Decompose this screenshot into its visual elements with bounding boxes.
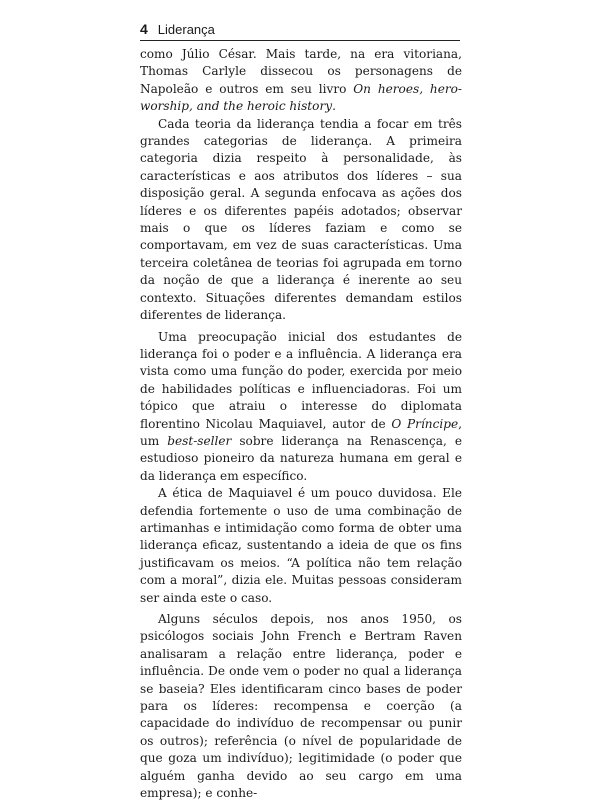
page-header (140, 18, 460, 41)
paragraph (140, 116, 462, 325)
paragraph (140, 46, 462, 116)
text-run: Alguns séculos depois, nos anos 1950, os psicólogos sociais John French e Bertram Raven analisaram a relação entre liderança, poder e influência. De onde vem o poder no qual a liderança se baseia? Eles identificaram cinco bases de poder para os líderes: recompensa e coerção (a capacidade do indivíduo de recompensar ou punir os outros); referência (o nível de popularidade de que goza um indivíduo); legitimidade (o poder que alguém ganha devido ao seu cargo em uma empresa); e conhe- (140, 612, 462, 801)
italic-text: best-seller (167, 433, 232, 448)
paragraph (140, 329, 462, 486)
running-title: Liderança (157, 21, 215, 37)
text-run: Uma preocupação inicial dos estudantes de liderança foi o poder e a influência. A liderança era vista como uma função do poder, exercida por meio de habilidades políticas e influenciadoras. Foi um tópico que atraiu o interesse do diplomata florentino Nicolau Maquiavel, autor de (140, 329, 462, 431)
text-run: sobre liderança na Renascença, e estudioso pioneiro da natureza humana em geral e da liderança em específico. (140, 433, 462, 483)
text-run: A ética de Maquiavel é um pouco duvidosa. Ele defendia fortemente o uso de uma combinação de artimanhas e intimidação como forma de obter uma liderança eficaz, sustentando a ideia de que os fins justificavam os meios. “A política não tem relação com a moral”, dizia ele. Muitas pessoas consideram ser ainda este o caso. (140, 486, 462, 605)
page-number: 4 (140, 21, 148, 37)
italic-text: On heroes, hero-worship, and the heroic history (140, 81, 462, 114)
text-run: , um (140, 416, 462, 448)
text-run: Cada teoria da liderança tendia a focar em três grandes categorias de liderança. A primeira categoria dizia respeito à personalidade, às características e aos atributos dos líderes – sua disposição geral. A segunda enfocava as ações dos líderes e os diferentes papéis adotados; observar mais o que os líderes faziam e como se comportavam, em vez de suas características. Uma terceira coletânea de teorias foi agrupada em torno da noção de que a liderança é inerente ao seu contexto. Situações diferentes demandam estilos diferentes de liderança. (140, 116, 462, 323)
text-run: como Júlio César. Mais tarde, na era vitoriana, Thomas Carlyle dissecou os personagens de Napoleão e outros em seu livro (140, 47, 462, 96)
italic-text: O Príncipe (391, 416, 459, 431)
body-text (140, 46, 462, 802)
text-run: . (332, 99, 336, 114)
paragraph (140, 611, 462, 802)
paragraph (140, 485, 462, 607)
